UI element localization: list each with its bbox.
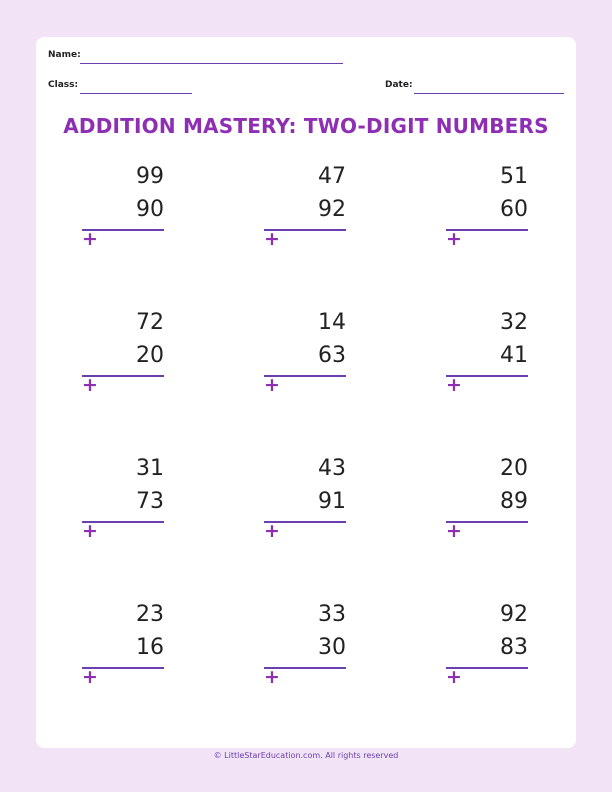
top-addend: 99 <box>136 164 164 189</box>
plus-sign: + <box>82 520 98 542</box>
problem-10 <box>82 602 164 712</box>
problem-4 <box>82 310 164 420</box>
bottom-addend: 89 <box>500 489 528 514</box>
plus-sign: + <box>446 666 462 688</box>
problem-2 <box>264 164 346 274</box>
top-addend: 92 <box>500 602 528 627</box>
problem-7 <box>82 456 164 566</box>
bottom-addend: 83 <box>500 635 528 660</box>
bottom-addend: 60 <box>500 197 528 222</box>
plus-sign: + <box>264 228 280 250</box>
problem-11 <box>264 602 346 712</box>
problem-1 <box>82 164 164 274</box>
date-label: Date: <box>385 80 413 90</box>
top-addend: 33 <box>318 602 346 627</box>
worksheet-title: ADDITION MASTERY: TWO-DIGIT NUMBERS <box>63 114 549 138</box>
plus-sign: + <box>82 666 98 688</box>
top-addend: 47 <box>318 164 346 189</box>
bottom-addend: 90 <box>136 197 164 222</box>
top-addend: 51 <box>500 164 528 189</box>
top-addend: 72 <box>136 310 164 335</box>
date-field[interactable] <box>414 93 564 94</box>
class-label: Class: <box>48 80 79 90</box>
bottom-addend: 16 <box>136 635 164 660</box>
problem-8 <box>264 456 346 566</box>
bottom-addend: 63 <box>318 343 346 368</box>
bottom-addend: 30 <box>318 635 346 660</box>
top-addend: 23 <box>136 602 164 627</box>
bottom-addend: 91 <box>318 489 346 514</box>
problem-5 <box>264 310 346 420</box>
bottom-addend: 92 <box>318 197 346 222</box>
problem-12 <box>446 602 528 712</box>
problem-3 <box>446 164 528 274</box>
bottom-addend: 41 <box>500 343 528 368</box>
plus-sign: + <box>446 374 462 396</box>
class-field[interactable] <box>80 93 192 94</box>
name-label: Name: <box>48 50 81 60</box>
top-addend: 31 <box>136 456 164 481</box>
plus-sign: + <box>82 374 98 396</box>
problem-6 <box>446 310 528 420</box>
bottom-addend: 20 <box>136 343 164 368</box>
problem-9 <box>446 456 528 566</box>
worksheet-sheet <box>36 37 576 748</box>
plus-sign: + <box>264 520 280 542</box>
name-field[interactable] <box>80 63 343 64</box>
top-addend: 43 <box>318 456 346 481</box>
top-addend: 20 <box>500 456 528 481</box>
bottom-addend: 73 <box>136 489 164 514</box>
plus-sign: + <box>446 228 462 250</box>
copyright-footer: © LittleStarEducation.com. All rights reserved <box>213 751 399 760</box>
top-addend: 32 <box>500 310 528 335</box>
plus-sign: + <box>264 374 280 396</box>
top-addend: 14 <box>318 310 346 335</box>
plus-sign: + <box>446 520 462 542</box>
plus-sign: + <box>264 666 280 688</box>
plus-sign: + <box>82 228 98 250</box>
